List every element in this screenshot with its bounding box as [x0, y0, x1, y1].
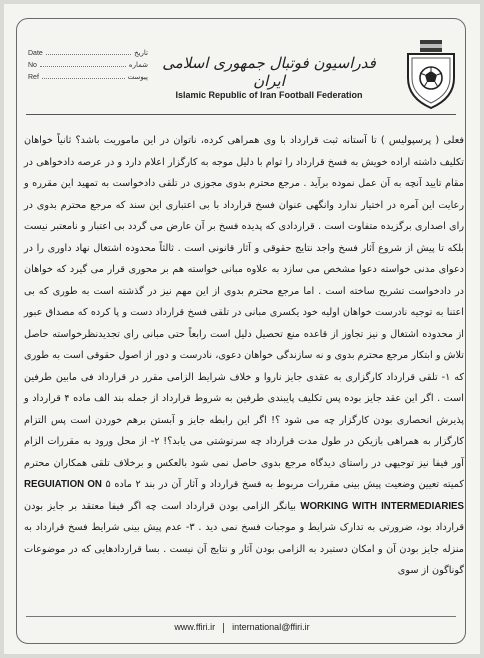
header-divider — [26, 114, 456, 115]
date-field — [28, 48, 148, 60]
email-link[interactable]: international@ffiri.ir — [232, 622, 310, 632]
website-link[interactable]: www.ffiri.ir — [174, 622, 216, 632]
federation-title-fa: فدراسیون فوتبال جمهوری اسلامی ایران — [162, 54, 376, 90]
date-label-en: Date — [28, 50, 43, 57]
ref-label-fa: پیوست — [127, 73, 148, 81]
letter-body — [24, 130, 464, 608]
federation-title-en: Islamic Republic of Iran Football Federation — [175, 90, 363, 100]
footer-divider — [26, 616, 456, 617]
number-field — [28, 60, 148, 72]
footer — [4, 622, 480, 633]
body-text-part-1: فعلی ( پرسپولیس ) تا آستانه ثبت قرارداد با وی همراهی کرده، ناتوان در این ماموریت باشد؟ ثانیاً خواهان تکلیف داشته اراده خویش به فسخ قرارداد را توام با دلیل موجه به کارگزار اعلام دارد و در عرصه دادخواهی در مقام تایید آنچه به آن عمل نموده برآید . مرجع محترم بدوی مجوزی در تلقی دادخواست به تمهید این مقرره و رعایت این آمره در اختیار ندارد وانگهی عنوان فسخ قرارداد با بی اعتباری این سند که مرجع محترم بدوی در رای اصداری برگزیده متفاوت است . قراردادی که پدیده فسخ بر آن عارض می گردد بی اعتبار و نامعتبر نیست بلکه تا پیش از شروع آثار فسخ واجد نتایج حقوقی و آثار قانونی است . ثالثاً محدوده اشتغال نهاد داوری را در دعوای مدنی خواسته دعوا مشخص می سازد به علاوه مبانی خواسته هم بر محوری قرار می گیرد که خواهان در دادخواست تشریح ساخته است . اما مرجع محترم بدوی از این مهم نیز در گذشته است به طوری که بی اعتنا به توجیه نادرست خواهان اولیه خود یکسری مبانی در تلقی فسخ قرارداد دست و پا کرده که مصداق عبور از محدوده اشتغال و نیز تجاوز از قاعده منع تحصیل دلیل است رابعاً حتی مبانی رای تجدیدنظرخواسته حاصل تلاش و ابتکار مرجع محترم بدوی و نه سازندگی خواهان دعوی، نادرست و دور از اصول حقوقی است به طوری که ۱- تلقی قرارداد کارگزاری به عقدی جایز ناروا و خلاف شرایط الزامی مقرر در قرارداد فی مابین طرفین است . اگر این عقد جایز بوده پس تکلیف پایبندی طرفین به شروط قرارداد از جمله بند الف ماده ۴ قرارداد و پذیرش انحصاری بودن کارگزار چه می شود ؟! اگر این رابطه جایز و آبستن برهم خوردن است پس التزام کارگزار به همراهی بازیکن در طول مدت قرارداد چه سرنوشتی می یابد؟! ۲- از محل ورود به مقررات الزام آور فیفا نیز توجیهی در راستای دیدگاه مرجع بدوی حاصل نمی شود بالعکس و برخلاف تلقی همکاران محترم کمیته تعیین وضعیت پیش بینی مقررات مربوط به فسخ قرارداد و آثار آن در بند ۲ ماده ۵ — [24, 135, 464, 490]
ffiri-emblem-icon — [402, 38, 460, 110]
letter-page — [4, 4, 480, 654]
date-label-fa: تاریخ — [134, 49, 148, 57]
reference-fields — [28, 48, 148, 84]
ref-label-en: Ref — [28, 74, 39, 81]
number-label-en: No — [28, 62, 37, 69]
regulation-name: REGUIATION ON WORKING WITH INTERMEDIARIES — [24, 479, 464, 512]
body-text-part-2: بیانگر الزامی بودن قرارداد است چه اگر فیفا معتقد بر جایز بودن قرارداد بود، ضرورتی به تدارک شرایط و موجبات فسخ نمی دید . ۳- عدم پیش بینی شرایط فسخ قرارداد به منزله جایز بودن آن و امکان دستبرد به الزامی بودن آثار و نتایج آن نیست . بسا قراردادهایی که در موضوعات گوناگون از سوی — [24, 500, 464, 576]
number-label-fa: شماره — [128, 61, 148, 69]
attachment-field — [28, 72, 148, 84]
